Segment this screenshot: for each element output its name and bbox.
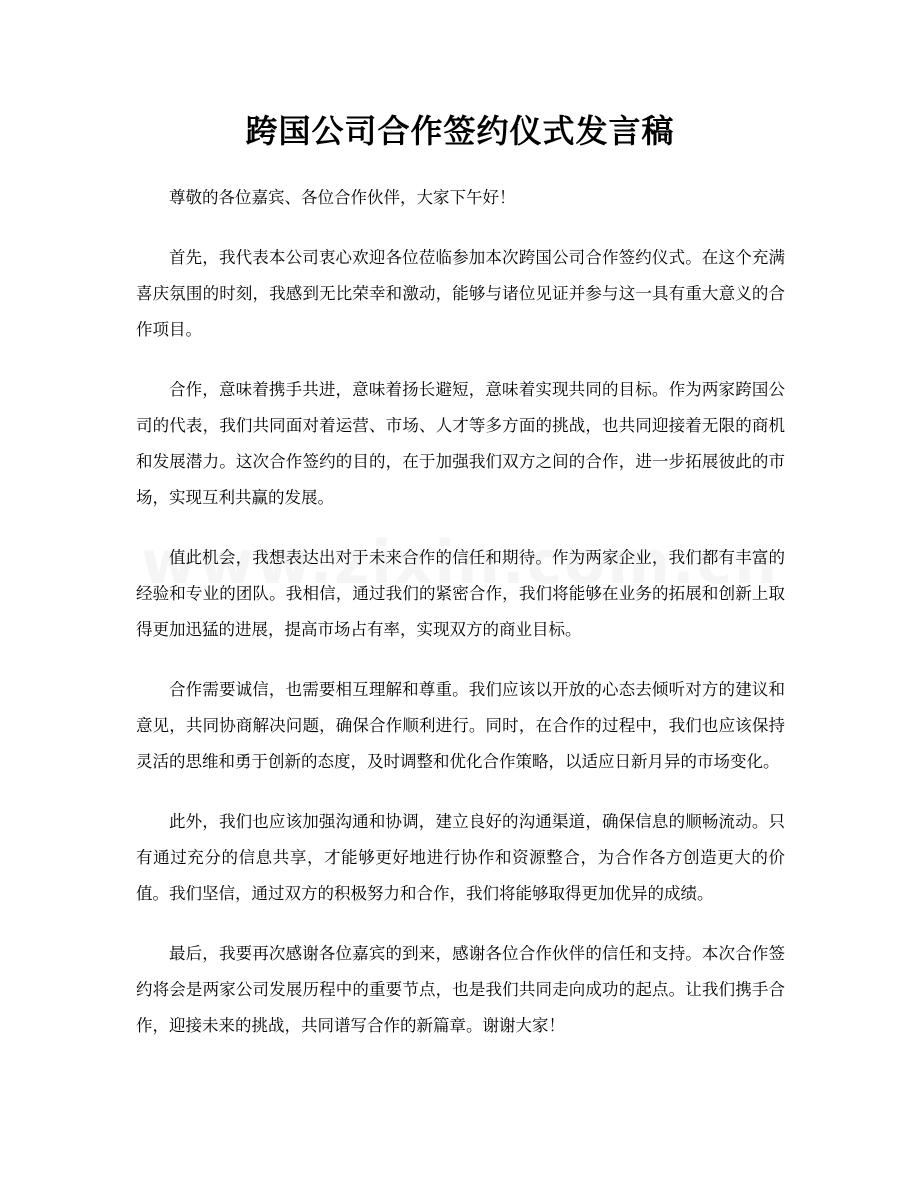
paragraph-welcome: 首先，我代表本公司衷心欢迎各位莅临参加本次跨国公司合作签约仪式。在这个充满喜庆氛围的时刻，我感到无比荣幸和激动，能够与诸位见证并参与这一具有重大意义的合作项目。: [136, 248, 785, 339]
paragraph-greeting: 尊敬的各位嘉宾、各位合作伙伴，大家下午好！: [169, 188, 516, 207]
paragraph-trust-expectation: 值此机会，我想表达出对于未来合作的信任和期待。作为两家企业，我们都有丰富的经验和专业的团队。我相信，通过我们的紧密合作，我们将能够在业务的拓展和创新上取得更加迅猛的进展，提高市场占有率，实现双方的商业目标。: [136, 548, 785, 639]
paragraph-integrity: 合作需要诚信，也需要相互理解和尊重。我们应该以开放的心态去倾听对方的建议和意见，共同协商解决问题，确保合作顺利进行。同时，在合作的过程中，我们也应该保持灵活的思维和勇于创新的态度，及时调整和优化合作策略，以适应日新月异的市场变化。: [136, 680, 785, 771]
paragraph-closing: 最后，我要再次感谢各位嘉宾的到来，感谢各位合作伙伴的信任和支持。本次合作签约将会是两家公司发展历程中的重要节点，也是我们共同走向成功的起点。让我们携手合作，迎接未来的挑战，共同谱写合作的新篇章。谢谢大家！: [136, 944, 785, 1035]
paragraph-cooperation-meaning: 合作，意味着携手共进，意味着扬长避短，意味着实现共同的目标。作为两家跨国公司的代表，我们共同面对着运营、市场、人才等多方面的挑战，也共同迎接着无限的商机和发展潜力。这次合作签约的目的，在于加强我们双方之间的合作，进一步拓展彼此的市场，实现互利共赢的发展。: [136, 380, 785, 507]
document-title: 跨国公司合作签约仪式发言稿: [245, 112, 675, 150]
paragraph-communication: 此外，我们也应该加强沟通和协调，建立良好的沟通渠道，确保信息的顺畅流动。只有通过充分的信息共享，才能够更好地进行协作和资源整合，为合作各方创造更大的价值。我们坚信，通过双方的积极努力和合作，我们将能够取得更加优异的成绩。: [136, 812, 785, 903]
document-body: [136, 180, 785, 1068]
